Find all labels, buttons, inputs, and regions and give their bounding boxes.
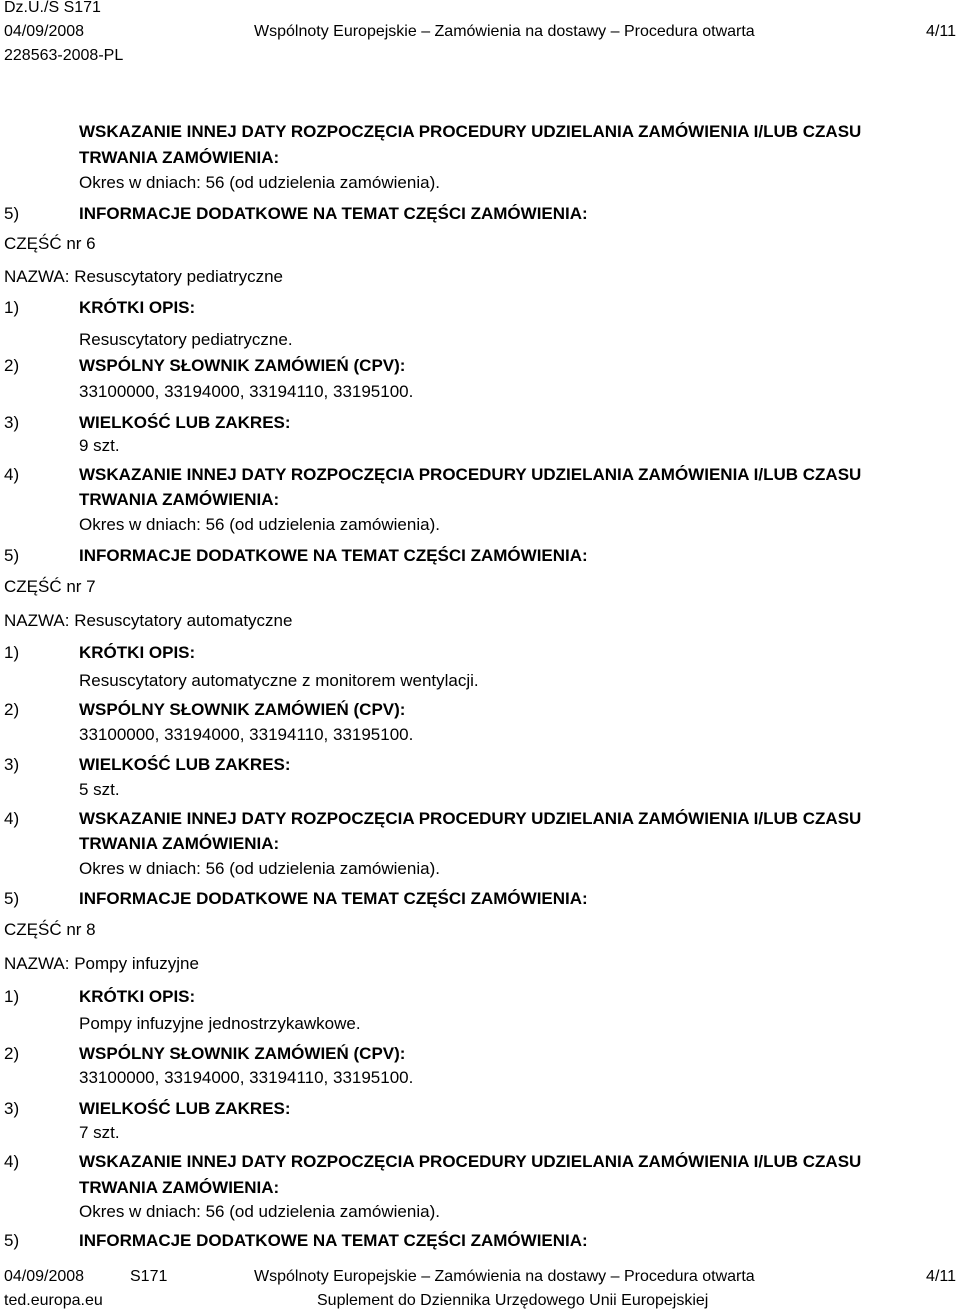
item-number: 1) — [4, 643, 20, 662]
lot-cpv-codes: 33100000, 33194000, 33194110, 33195100. — [79, 1068, 414, 1087]
prev-lot-period: Okres w dniach: 56 (od udzielenia zamówienia). — [79, 173, 440, 192]
item-number: 5) — [4, 1231, 20, 1250]
other-date-label-2: TRWANIA ZAMÓWIENIA: — [79, 1178, 280, 1197]
cpv-label: WSPÓLNY SŁOWNIK ZAMÓWIEŃ (CPV): — [79, 356, 406, 375]
journal-reference: Dz.U./S S171 — [4, 0, 101, 16]
lot-heading: CZĘŚĆ nr 6 — [4, 234, 96, 253]
footer-issue: S171 — [130, 1268, 168, 1285]
lot-description: Pompy infuzyjne jednostrzykawkowe. — [79, 1014, 361, 1033]
item-number: 4) — [4, 809, 20, 828]
page-footer — [4, 1264, 956, 1311]
footer-supplement: Suplement do Dziennika Urzędowego Unii Europejskiej — [317, 1292, 709, 1309]
cpv-label: WSPÓLNY SŁOWNIK ZAMÓWIEŃ (CPV): — [79, 700, 406, 719]
lot-quantity: 5 szt. — [79, 780, 120, 799]
item-number: 4) — [4, 1152, 20, 1171]
item-number: 5) — [4, 889, 20, 908]
item-number: 5) — [4, 204, 20, 223]
lot-cpv-codes: 33100000, 33194000, 33194110, 33195100. — [79, 382, 414, 401]
cpv-label: WSPÓLNY SŁOWNIK ZAMÓWIEŃ (CPV): — [79, 1044, 406, 1063]
header-date: 04/09/2008 — [4, 23, 85, 40]
lot-name: NAZWA: Resuscytatory pediatryczne — [4, 267, 284, 286]
lot-name: NAZWA: Resuscytatory automatyczne — [4, 611, 293, 630]
item-number: 4) — [4, 465, 20, 484]
additional-info-label: INFORMACJE DODATKOWE NA TEMAT CZĘŚCI ZAMÓWIENIA: — [79, 204, 588, 223]
additional-info-label: INFORMACJE DODATKOWE NA TEMAT CZĘŚCI ZAMÓWIENIA: — [79, 546, 588, 565]
other-date-label: WSKAZANIE INNEJ DATY ROZPOCZĘCIA PROCEDURY UDZIELANIA ZAMÓWIENIA I/LUB CZASU — [79, 465, 862, 484]
lot-period: Okres w dniach: 56 (od udzielenia zamówienia). — [79, 515, 440, 534]
other-date-label: WSKAZANIE INNEJ DATY ROZPOCZĘCIA PROCEDURY UDZIELANIA ZAMÓWIENIA I/LUB CZASU — [79, 1152, 862, 1171]
lot-heading: CZĘŚĆ nr 7 — [4, 577, 96, 596]
footer-site-link[interactable]: ted.europa.eu — [4, 1292, 103, 1309]
footer-title: Wspólnoty Europejskie – Zamówienia na dostawy – Procedura otwarta — [254, 1268, 755, 1285]
other-date-label: WSKAZANIE INNEJ DATY ROZPOCZĘCIA PROCEDURY UDZIELANIA ZAMÓWIENIA I/LUB CZASU — [79, 809, 862, 828]
page-header — [4, 0, 956, 66]
prev-lot-other-date-label-2: TRWANIA ZAMÓWIENIA: — [79, 148, 280, 167]
item-number: 2) — [4, 1044, 20, 1063]
item-number: 2) — [4, 356, 20, 375]
document-reference: 228563-2008-PL — [4, 47, 124, 64]
lot-name: NAZWA: Pompy infuzyjne — [4, 954, 199, 973]
lot-cpv-codes: 33100000, 33194000, 33194110, 33195100. — [79, 725, 414, 744]
additional-info-label: INFORMACJE DODATKOWE NA TEMAT CZĘŚCI ZAMÓWIENIA: — [79, 1231, 588, 1250]
short-description-label: KRÓTKI OPIS: — [79, 643, 196, 662]
lot-description: Resuscytatory pediatryczne. — [79, 330, 293, 349]
item-number: 3) — [4, 1099, 20, 1118]
item-number: 5) — [4, 546, 20, 565]
lot-heading: CZĘŚĆ nr 8 — [4, 920, 96, 939]
item-number: 3) — [4, 413, 20, 432]
lot-quantity: 9 szt. — [79, 436, 120, 455]
additional-info-label: INFORMACJE DODATKOWE NA TEMAT CZĘŚCI ZAMÓWIENIA: — [79, 889, 588, 908]
header-page-number: 4/11 — [926, 23, 956, 40]
other-date-label-2: TRWANIA ZAMÓWIENIA: — [79, 834, 280, 853]
item-number: 3) — [4, 755, 20, 774]
header-title: Wspólnoty Europejskie – Zamówienia na dostawy – Procedura otwarta — [254, 23, 755, 40]
quantity-label: WIELKOŚĆ LUB ZAKRES: — [79, 755, 291, 774]
short-description-label: KRÓTKI OPIS: — [79, 298, 196, 317]
lot-period: Okres w dniach: 56 (od udzielenia zamówienia). — [79, 859, 440, 878]
item-number: 1) — [4, 298, 20, 317]
item-number: 1) — [4, 987, 20, 1006]
quantity-label: WIELKOŚĆ LUB ZAKRES: — [79, 413, 291, 432]
item-number: 2) — [4, 700, 20, 719]
lot-description: Resuscytatory automatyczne z monitorem wentylacji. — [79, 671, 479, 690]
footer-date: 04/09/2008 — [4, 1268, 85, 1285]
lot-period: Okres w dniach: 56 (od udzielenia zamówienia). — [79, 1202, 440, 1221]
quantity-label: WIELKOŚĆ LUB ZAKRES: — [79, 1099, 291, 1118]
short-description-label: KRÓTKI OPIS: — [79, 987, 196, 1006]
lot-quantity: 7 szt. — [79, 1123, 120, 1142]
other-date-label-2: TRWANIA ZAMÓWIENIA: — [79, 490, 280, 509]
footer-page-number: 4/11 — [926, 1268, 956, 1285]
prev-lot-other-date-label-1: WSKAZANIE INNEJ DATY ROZPOCZĘCIA PROCEDURY UDZIELANIA ZAMÓWIENIA I/LUB CZASU — [79, 122, 862, 141]
